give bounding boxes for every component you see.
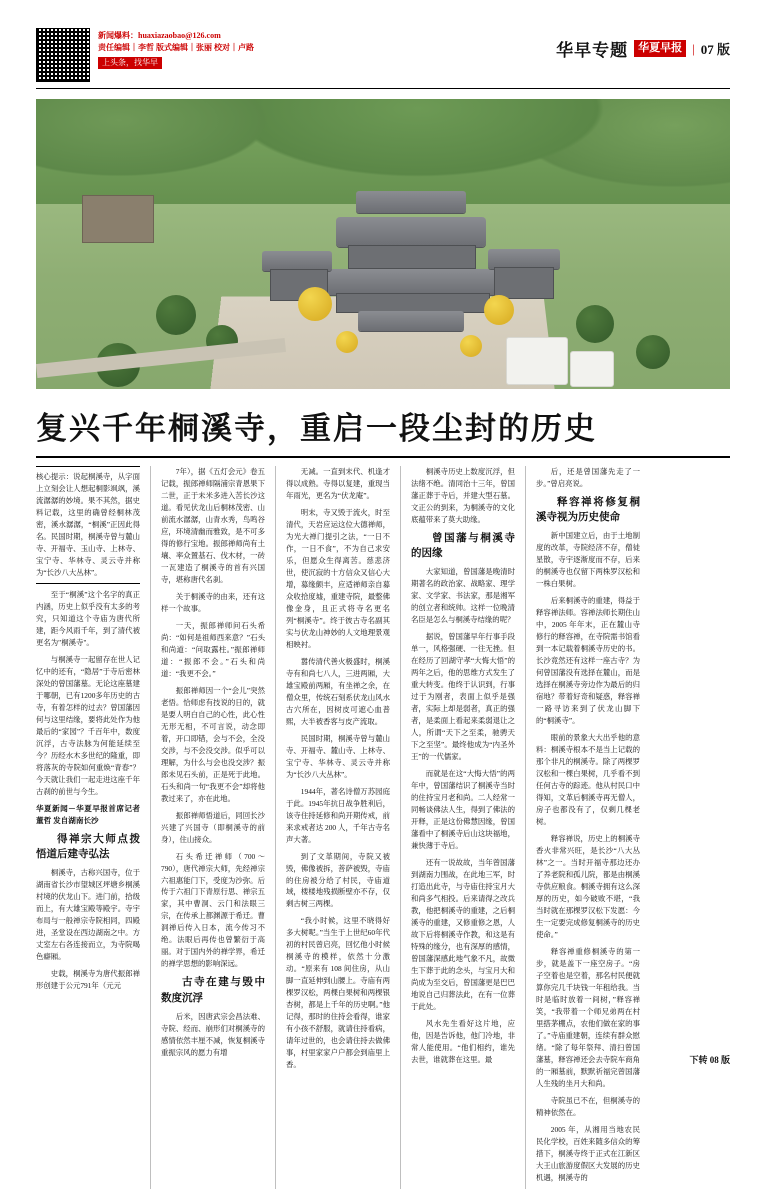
pine-tree-3 xyxy=(576,305,614,343)
continue-note: 下转 08 版 xyxy=(689,1055,730,1065)
section-subhead: 释容禅将修复桐溪寺视为历史使命 xyxy=(536,496,640,524)
lead-paragraph: 核心提示：说起桐溪寺，从字面上立刻会让人想起桐影飒飒，溪流潺潺的妙境。果不其然，据史料记载，这里的确曾经桐林茂密，溪水潺潺，“桐溪”正因此得名。民国时期，桐溪寺曾与麓山寺、开福寺、玉山寺、上林寺、宝宁寺、华林寺、灵云寺并称为“长沙八大丛林”。 xyxy=(36,466,140,584)
masthead-rule xyxy=(36,88,730,89)
column-divider xyxy=(525,466,526,1189)
paragraph: 史载，桐溪寺为唐代振郎禅形创建于公元791年（元元 xyxy=(36,969,140,991)
section-title: 华早专题 xyxy=(556,41,629,60)
column-3 xyxy=(286,466,390,1076)
masthead-separator: | xyxy=(692,40,695,56)
temple-roof-front xyxy=(322,269,502,295)
column-4 xyxy=(411,466,515,1071)
hero-image xyxy=(36,99,730,389)
paragraph: 桐溪寺历史上数度沉浮，但法绪不绝。清同治十三年，曾国藩正葬于寺后，并建大型石墓。文正公的到来，为桐溪寺的文化底蕴带来了莫大助缘。 xyxy=(411,467,515,524)
paragraph: 眼前的景象大大出乎他的意料：桐溪寺根本不是当上记载的那个非凡的桐溪寺。除了两棵罗汉松和一棵白果树，几乎看不到任何古寺的踪迹。他从村民口中得知，文革后桐溪寺再无僧人，房子也都没有了，仅剩几棵老树。 xyxy=(536,733,640,827)
paragraph: 后来桐溪寺的重建，得益于释容禅法师。容禅法师长期住山中，2005 年年末，正在麓山寺修行的释容禅，在寺院需书馆看到一本记载着桐溪寺历史的书。长沙竟然还有这样一座古寺？为何曾国藩没有选择在麓山，而是选择在桐溪寺旁边作为最后的归宿地？带着好奇和疑惑，释容禅一路寻访来到了伏龙山脚下的“桐溪寺”。 xyxy=(536,596,640,726)
paragraph: 到了文革期间，寺院又被毁，佛像被拆，菩萨被毁，寺庙的住房被分给了村民，寺庙道域，楼楼地残损断壁亦不存，仅剩古树三两棵。 xyxy=(286,851,390,909)
paragraph: 1944年，著名诗僧万苏园庭于此。1945年抗日战争胜利后，该寺住持延修和尚开期传戒，前来求戒者达 200 人，千年古寺名声大著。 xyxy=(286,786,390,844)
ginkgo-tree-3 xyxy=(336,331,358,353)
page-number: 07 版 xyxy=(700,42,730,57)
paragraph: 与桐溪寺一起留存在世人记忆中的还有，“隐居”于寺后密林深处的曾国藩墓。无论这座墓建于哪朝，已有1200多年历史的古寺，有着怎样的过去？曾国藩因何与这里结缘，要将此处作为他最后的“家园”？千百年中，数度沉浮，古寺法脉为何能延续至今？历经水木多世纪的隆重，即将落灰的寺院如何重焕“青春”？今天就让我们一起走进这座千年古刹的前世与今生。 xyxy=(36,654,140,796)
ginkgo-tree-1 xyxy=(298,287,332,321)
paragraph: 明末，寺又毁于流火，时至清代，天岩应运这位大德禅师，为光大禅门提引之法，“一日不作，一日不食”，不为自己求安乐，但愿众生得离苦。慈悲济世，使沉寂的十方信众又信心大增，募缘颇丰，应适禅师亲自募众收拾度墟，重建寺院，最整佛像金身，且正式将寺名更名列“桐溪寺”。终于彼古寺名副其实与伏龙山神妙的人文地理景观相映衬。 xyxy=(286,507,390,649)
paragraph: 7年），据《五灯会元》卷五记载，振郎禅师隔浦宗青恩果下二世，正于未米多进入苦长沙这道。看见伏龙山后桐林茂密、山前流水潺潺，山青水秀，鸟鸣谷应，环境清幽而雅致，是不可多得的修行宝地。振郎禅师尚有土壤、率众置基石、伐木材，一砖一瓦建造了桐溪寺的首有兴国寺，堪称唐代名刹。 xyxy=(161,467,265,584)
masthead-right xyxy=(556,28,730,61)
paper-logo: 华夏早报 xyxy=(634,40,686,56)
paragraph: 民国时期，桐溪寺曾与麓山寺、开福寺、麓山寺、上林寺、宝宁寺、华林寺、灵云寺并称为“长沙八大丛林”。 xyxy=(286,733,390,779)
paragraph: 嚣传清代善火极盛时，桐溪寺有和尚七八人，三进两厢，大雄宝殿前两厢，有坐禅之余，在僧众里，传统石刻系伏龙山风水古穴所在，因树皮可遮心血普熙，大半被香客与皮产流取。 xyxy=(286,656,390,726)
paragraph: 至于“桐溪”这个名字的真正内涵，历史上似乎没有太多的考究，只知道这个寺庙为唐代所建，距今风雨千年，到了清代被更名为"桐溪寺"。 xyxy=(36,589,140,647)
pine-tree-4 xyxy=(636,335,670,369)
paragraph: 新中国建立后，由于土地制度的改革，寺院经济不存，僧徒星散，寺宇逐渐度而不存，后来的桐溪寺也仅留下两株罗汉松和一株白果树。 xyxy=(536,531,640,589)
paragraph: 关于桐溪寺的由来，还有这样一个故事。 xyxy=(161,591,265,613)
masthead-tagline: 上头条，找华早 xyxy=(98,57,162,69)
pine-tree-1 xyxy=(156,295,196,335)
temple-roof-gate xyxy=(358,311,464,331)
paragraph: 释容禅说，历史上的桐溪寺香火非常兴旺，是长沙“八大丛林”之一。当时开福寺那边还办了养老院和孤儿院，都是由桐溪寺供应粮食。桐溪寺拥有这么深厚的历史，如今破败不堪，“我当时就在那棵罗汉松下发愿：今生一定要完成修复桐溪寺的历史使命。” xyxy=(536,834,640,939)
ginkgo-tree-4 xyxy=(460,335,482,357)
temple-hall-main xyxy=(348,245,476,269)
paragraph: 振郎禅师因一个“会儿”突然老悟。恰师虑有技说的日的，就是要人明白自己的心性，此心性无形无相，不可言说，动念即着，开口即错，会与不会，全没交涉，与不会没交涉。似乎可以理解，为什么与会也没交涉？振郎未见石头前，正是死于此地。石头和尚一句“我更不会”却将他教过来了，亦在此地。 xyxy=(161,685,265,803)
paragraph: 而就是在这“大悔大悟”的两年中，曾国藩结识了桐溪寺当时的住持宝月老和尚。二人经常一同畅谈佛法人生，得到了佛法的开释，正是这份佛慧因缘，曾国藩看中了桐溪寺后山这块福地，兼快薄于寺后。 xyxy=(411,769,515,851)
paragraph: “我小时候，这里不晓得好多大树呢。”当生于上世纪60年代初的村民曾启亮，回忆他小时候桐溪寺的模样，依然十分激动。“原来有 108 间住房，从山脚一直延伸到山腰上。寺庙有两棵罗汉松，两棵白果树和两棵银杏树，都是上千年的历史啊。”他记得，那时的住持会看得，谁家有小孩不舒服，就请住持看病，请年过世的，也会请住持去做佛事，村里家家户户都会到庙里上香。 xyxy=(286,916,390,1070)
temple-hall-right xyxy=(494,267,554,299)
paragraph: 寺院虽已不在，但桐溪寺的精神依然在。 xyxy=(536,1095,640,1117)
paragraph: 后，还是曾国藩先走了一步。”曾启亮说。 xyxy=(536,467,640,488)
byline: 华夏新闻－华夏早报首席记者 董哲 发自湖南长沙 xyxy=(36,803,140,825)
paragraph: 风水先生看好这片地，应他，因是告诉他，他门冷地，非常人能使用。“他们相约，谁先去世，谁就葬在这里。最 xyxy=(411,1018,515,1064)
paragraph: 释容禅重修桐溪寺的第一步，就是盖下一座空房子。“房子空着也是空着，那名村民便就算你完几千块钱一年租给我。当时是临时放着一间树，”释容禅笑，“我带着一个师兄弟两在村里搭茅棚点，农他们做在家的事了。”寺庙重建朝，连续有群众慰绪。“除了每年祭拜、清扫曾国藩墓，释容禅还会去寺院车商角的一厢墓前，默默祈福完曾国藩人生残的坐月大和尚。 xyxy=(536,946,640,1088)
masthead-info xyxy=(98,28,254,69)
temple-roof-rear xyxy=(356,191,466,213)
plaza-pavilion-2 xyxy=(570,351,614,387)
column-2 xyxy=(161,466,265,1064)
section-subhead: 曾国藩与桐溪寺的因缘 xyxy=(411,532,515,560)
section-subhead: 古寺在建与毁中数度沉浮 xyxy=(161,977,265,1004)
paragraph: 无减。一直到末代、机逢才得以成熟。寺得以复建，重现当年雨光，更名为“伏龙庵”。 xyxy=(286,467,390,500)
paragraph: 桐溪寺，古称兴国寺，位于湖南省长沙市望城区坪塘乡桐溪村境的伏龙山下。进门前，拾级而上，有大雄宝殿等殿宇。寺宇布局与一般禅宗寺院相同，四殿进，圣堂设在西边湖南之中。方丈室左右各连接而立，为寺院喝色癖厢。 xyxy=(36,868,140,962)
page-title: 复兴千年桐溪寺，重启一段尘封的历史 xyxy=(36,411,597,446)
paragraph: 石头希迁禅师（700～790），唐代禅宗大师，先经禅宗六祖惠能门下，受度为沙弥。后传于六祖门下青原行思、禅宗五家，其中曹洞、云门和法眼三宗，在传承上都渊源于希迁。曹洞禅后传入日本，流今传习不绝。法眼后再传也曾繁衍于高丽。对于国内外的禅学界，希迁的禅学思想的影响深远。 xyxy=(161,851,265,969)
paragraph: 一天，振郎禅师问石头希尚：“如何是祖师西来意？”石头和尚道：“问取露柱。”振郎禅师道：“振郎不会。”石头和尚道：“我更不会。” xyxy=(161,620,265,678)
ruins-structure xyxy=(82,195,154,243)
paragraph: 2005 年，从湘用当地农民民化学校，百姓来随多信众的筹措下，桐溪寺终于正式在江新区大王山旅游度假区大发展的历史机遇，桐溪寺的 xyxy=(536,1124,640,1182)
article-columns xyxy=(36,466,730,1189)
masthead-tagline-wrap xyxy=(98,55,254,69)
plaza-pavilion xyxy=(506,337,568,385)
paragraph: 振郎禅师悟道后，同回长沙兴建了兴国寺（即桐溪寺的前身），住山接众。 xyxy=(161,810,265,844)
paragraph: 后米，因唐武宗会昌法难、寺院、经而、崩形们对桐溪寺的感情依然丰厘不减，恢复桐溪寺重振宗风的愿力有增 xyxy=(161,1011,265,1057)
column-5 xyxy=(536,466,640,1189)
column-divider xyxy=(275,466,276,1189)
column-divider xyxy=(400,466,401,1189)
ginkgo-tree-2 xyxy=(484,295,514,325)
column-divider xyxy=(150,466,151,1189)
column-1 xyxy=(36,466,140,997)
headline-rule xyxy=(36,456,730,458)
temple-roof-main xyxy=(336,217,486,247)
paragraph: 大家知道，曾国藩是晚清时期著名的政治家、战略家、理学家、文学家、书法家，那是湘军的创立者和统帅。这样一位晚清名臣是怎么与桐溪寺结缘的呢？ xyxy=(411,567,515,625)
masthead-left xyxy=(36,28,254,82)
section-subhead: 得禅宗大师点拨悟道后建寺弘法 xyxy=(36,833,140,861)
temple-roof-left xyxy=(262,251,332,271)
paragraph: 还有一说故故，当年曾国藩到湖南力围战，在此地三军，时打造出此寺，与寺庙住持宝月大和尚多气相投。后来请得之改兵教，他把桐溪寺的重建，之后桐溪寺的重建，又修重修之恩，人故下后将桐溪寺作教，和这是有特殊的缘分，也有深厚的感情，曾国藩深感此地气象不凡，故微生下葬于此的念头，与宝月大和尚成为至交后，曾国藩更是巴巴地说自己归葬法此，在有一位葬于此处。 xyxy=(411,858,515,1011)
paragraph: 据说，曾国藩早年行事手段单一，风格强硬、一往无挫。但在经历了回湖守孝“大悔大悟”的两年之后，他的思维方式发生了重大转变。他终于认识到，行事过于为刚者，表面上似乎是强者，实际上却是弱者，真正的强者，是柔面上看起来柔弱退让之人，所谓“天下之至柔，驰骋天下之至坚”。最终他成为“内圣外王”的一代儒家。 xyxy=(411,632,515,762)
masthead-info-line-1: 新闻爆料：huaxiazaobao@126.com xyxy=(98,31,221,40)
masthead-info-line-2: 责任编辑｜李哲 版式编辑｜张丽 校对｜卢路 xyxy=(98,43,254,53)
temple-hall-front xyxy=(336,293,490,313)
temple-roof-right xyxy=(488,249,560,269)
masthead xyxy=(36,28,730,86)
qr-code-icon xyxy=(36,28,90,82)
